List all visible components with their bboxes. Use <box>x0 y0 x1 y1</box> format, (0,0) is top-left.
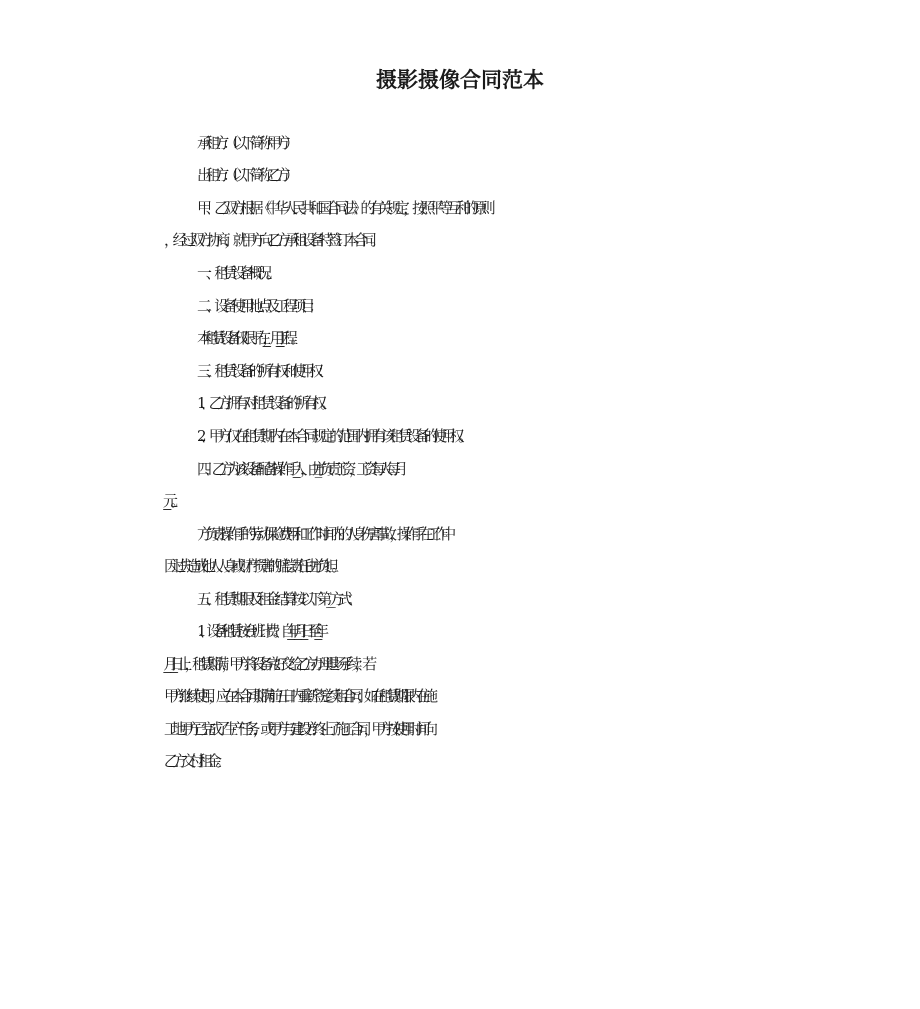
section-1-heading: 一、租赁设备概况。 <box>197 264 275 282</box>
ownership-clause: 1、乙方拥有对租赁设备的所有权。 <box>197 394 330 412</box>
intro-paragraph-line-1: 甲、乙双方根据《中华人民共和国合同法》的有关规定，按照平等互利的原则 <box>197 199 490 217</box>
rental-term-line-3: 甲方继续使用，应在本合同期满前五日内重新签定续租合同；如在租赁期限内在施 <box>164 687 431 705</box>
usage-location-line: 本租赁设备仅限于在____________，用________________工程。 <box>197 329 298 347</box>
section-2-heading: 二、设备使用地点及工程项目： <box>197 297 318 315</box>
lessor-line: 出租方：（以下简称乙方） <box>197 166 293 184</box>
usage-right-clause: 2、甲方仅在租赁期内在本合同规定的范围内拥有该租赁设备的使用权。 <box>197 427 467 445</box>
insurance-paragraph-line-2: 因过失造成他人人身或财产损害的赔偿责任由 方负担。 <box>164 557 339 575</box>
insurance-paragraph-line-1: 方负责操作手的劳动保险费用和工作时间内的人身伤害事故，操作手在工作中 <box>197 525 449 543</box>
rental-term-line-2: ________月________日止，租赁期满，甲方将设备完好交给乙方办理退场手续，若 <box>164 655 370 673</box>
rental-term-line-5: 乙方交付租金。 <box>164 752 225 770</box>
section-4-line-1: 四、乙方为该设备配备操作手______人，由_ 方负责工资，工资每人每月 <box>197 460 401 478</box>
rental-term-line-1: 1、设备租赁按台班计费。自________年________月________日至________年 <box>197 622 322 640</box>
section-5-heading: 五、租赁期限及租金结算按以下第___方式： <box>197 590 356 608</box>
section-4-line-2: __________元。 <box>164 492 178 510</box>
lessee-line: 承租方：（以下简称甲方） <box>197 134 293 152</box>
rental-term-line-4: 工地甲方已完成了生产任务，或甲方与建设方终止了施工合同，甲方按使用时间向 <box>164 720 431 738</box>
section-3-heading: 三、租赁设备的所有权和使用权： <box>197 362 327 380</box>
intro-paragraph-line-2: ，经过双方协商，就甲方向乙方承租设备特签订本合同。 <box>164 231 380 249</box>
document-title: 摄影摄像合同范本 <box>376 68 544 92</box>
